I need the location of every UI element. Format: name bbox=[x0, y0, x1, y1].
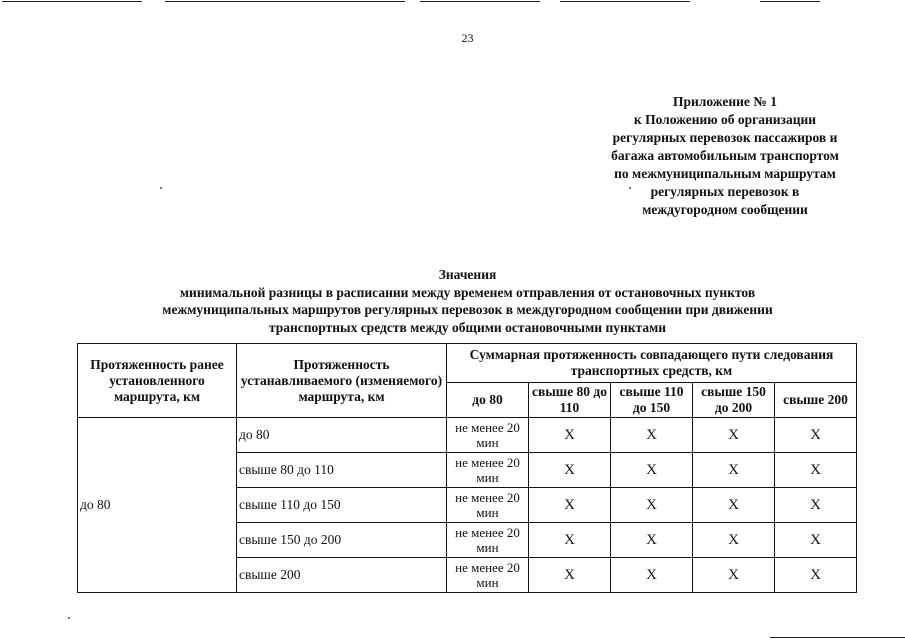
mark-cell: X bbox=[529, 453, 611, 488]
mark-cell: X bbox=[611, 418, 693, 453]
scan-edge-line bbox=[165, 1, 405, 2]
mark-cell: X bbox=[529, 558, 611, 593]
mark-cell: X bbox=[693, 523, 775, 558]
title-line: Значения bbox=[438, 267, 497, 282]
mark-cell: X bbox=[611, 558, 693, 593]
appendix-line: к Положению об организации bbox=[633, 112, 817, 127]
route-range-cell: свыше 200 bbox=[237, 558, 447, 593]
title-line: межмуниципальных маршрутов регулярных перевозок в междугородном сообщении при движении bbox=[162, 302, 773, 317]
route-range-cell: свыше 150 до 200 bbox=[237, 523, 447, 558]
mark-cell: X bbox=[775, 488, 857, 523]
scan-edge-line bbox=[560, 1, 690, 2]
subheader-cell: до 80 bbox=[447, 383, 529, 418]
scan-edge-line bbox=[2, 1, 142, 2]
header-shared-distance: Суммарная протяженность совпадающего пути следования транспортных средств, км bbox=[447, 344, 857, 383]
mark-cell: X bbox=[529, 523, 611, 558]
route-range-cell: до 80 bbox=[237, 418, 447, 453]
subheader-cell: свыше 110 до 150 bbox=[611, 383, 693, 418]
route-range-cell: свыше 110 до 150 bbox=[237, 488, 447, 523]
title-line: транспортных средств между общими остановочными пунктами bbox=[268, 319, 667, 335]
mark-cell: X bbox=[529, 488, 611, 523]
mark-cell: X bbox=[775, 558, 857, 593]
appendix-line: регулярных перевозок в bbox=[650, 184, 800, 199]
scan-edge-line bbox=[770, 637, 905, 638]
min-interval-cell: не менее 20 мин bbox=[447, 523, 529, 558]
mark-cell: X bbox=[611, 453, 693, 488]
table-row bbox=[78, 418, 857, 453]
mark-cell: X bbox=[775, 418, 857, 453]
mark-cell: X bbox=[693, 418, 775, 453]
scan-speck bbox=[68, 617, 70, 619]
mark-cell: X bbox=[775, 523, 857, 558]
table-header-row bbox=[78, 344, 857, 383]
subheader-cell: свыше 80 до 110 bbox=[529, 383, 611, 418]
scan-edge-line bbox=[420, 1, 540, 2]
appendix-line: по межмуниципальным маршрутам bbox=[614, 166, 836, 181]
appendix-heading bbox=[580, 93, 870, 219]
document-title bbox=[60, 266, 875, 336]
intervals-table bbox=[77, 343, 857, 593]
scan-speck bbox=[160, 187, 162, 189]
route-range-cell: свыше 80 до 110 bbox=[237, 453, 447, 488]
scan-edge-line bbox=[760, 1, 820, 2]
appendix-line: регулярных перевозок пассажиров и bbox=[612, 130, 838, 145]
page-number: 23 bbox=[461, 31, 474, 45]
min-interval-cell: не менее 20 мин bbox=[447, 558, 529, 593]
mark-cell: X bbox=[529, 418, 611, 453]
mark-cell: X bbox=[775, 453, 857, 488]
appendix-line: Приложение № 1 bbox=[673, 94, 777, 109]
mark-cell: X bbox=[693, 488, 775, 523]
mark-cell: X bbox=[693, 558, 775, 593]
subheader-cell: свыше 150 до 200 bbox=[693, 383, 775, 418]
appendix-line: междугородном сообщении bbox=[642, 202, 808, 217]
existing-route-cell: до 80 bbox=[78, 418, 237, 593]
mark-cell: X bbox=[611, 488, 693, 523]
title-line: минимальной разницы в расписании между временем отправления от остановочных пунктов bbox=[179, 284, 756, 300]
min-interval-cell: не менее 20 мин bbox=[447, 488, 529, 523]
subheader-cell: свыше 200 bbox=[775, 383, 857, 418]
mark-cell: X bbox=[693, 453, 775, 488]
min-interval-cell: не менее 20 мин bbox=[447, 453, 529, 488]
mark-cell: X bbox=[611, 523, 693, 558]
header-existing-route: Протяженность ранее установленного маршрута, км bbox=[78, 344, 237, 418]
appendix-line: багажа автомобильным транспортом bbox=[611, 148, 839, 163]
min-interval-cell: не менее 20 мин bbox=[447, 418, 529, 453]
header-new-route: Протяженность устанавливаемого (изменяемого) маршрута, км bbox=[237, 344, 447, 418]
